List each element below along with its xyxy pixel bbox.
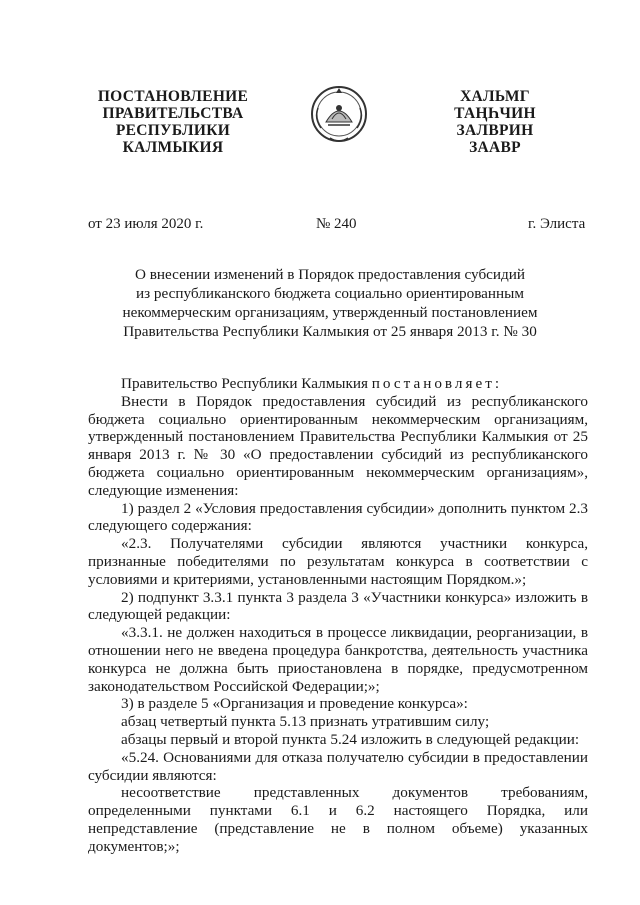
paragraph: 3) в разделе 5 «Организация и проведение конкурса»:	[121, 695, 468, 713]
intro-verb: постановляет:	[371, 375, 503, 392]
document-body	[88, 375, 588, 856]
document-subject	[110, 265, 550, 341]
intro-paragraph	[88, 375, 588, 393]
header-right-line: ЗААВР	[469, 139, 521, 156]
paragraph: Внести в Порядок предоставления субсидий из республиканского бюджета социально ориентированным некоммерческим организациям, утвержденный постановлением Правительства Республики Калмыкия от 25 января 2013 г. № 30 «О предоставлении субсидий из республиканского бюджета социально ориентированным некоммерческим организациям», следующие изменения:	[88, 392, 588, 499]
paragraph: 1) раздел 2 «Условия предоставления субсидии» дополнить пунктом 2.3 следующего содержания:	[88, 499, 588, 535]
header-right-line: ТАҢҺЧИН	[454, 105, 536, 122]
document-city: г. Элиста	[528, 216, 586, 232]
header-left-title	[78, 88, 268, 156]
document-date: от 23 июля 2020 г.	[88, 216, 204, 232]
header-left-line: КАЛМЫКИЯ	[122, 139, 224, 156]
header-left-line: ПОСТАНОВЛЕНИЕ	[97, 88, 249, 105]
header-right-line: ЗАЛВРИН	[456, 122, 534, 139]
paragraph: 2) подпункт 3.3.1 пункта 3 раздела 3 «Участники конкурса» изложить в следующей редакции:	[88, 588, 588, 624]
paragraph: «2.3. Получателями субсидии являются участники конкурса, признанные победителями по результатам конкурса в соответствии с условиями и критериями, установленными настоящим Порядком.»;	[88, 535, 588, 588]
paragraph: абзац четвертый пункта 5.13 признать утратившим силу;	[121, 713, 490, 731]
document-number: № 240	[316, 216, 357, 232]
header-right-line: ХАЛЬМГ	[460, 88, 530, 105]
header-left-line: РЕСПУБЛИКИ	[115, 122, 231, 139]
paragraph: «3.3.1. не должен находиться в процессе ликвидации, реорганизации, в отношении него не введена процедура банкротства, деятельность участника конкурса не должна быть приостановлена в порядке, предусмотренном законодательством Российской Федерации;»;	[88, 624, 588, 695]
header-right-title	[420, 88, 570, 156]
paragraph: «5.24. Основаниями для отказа получателю субсидии в предоставлении субсидии являются:	[88, 748, 588, 784]
intro-subject: Правительство Республики Калмыкия	[121, 375, 368, 392]
paragraph: абзацы первый и второй пункта 5.24 изложить в следующей редакции:	[121, 730, 580, 748]
paragraph: несоответствие представленных документов требованиям, определенными пунктами 6.1 и 6.2 настоящего Порядка, или непредставление (представление не в полном объеме) указанных документов;»;	[88, 784, 588, 855]
header-left-line: ПРАВИТЕЛЬСТВА	[102, 105, 244, 122]
subject-line: из республиканского бюджета социально ориентированным	[136, 285, 524, 302]
subject-line: некоммерческим организациям, утвержденный постановлением	[122, 304, 538, 321]
subject-line: Правительства Республики Калмыкия от 25 января 2013 г. № 30	[123, 323, 537, 340]
coat-of-arms-emblem	[308, 78, 370, 148]
subject-line: О внесении изменений в Порядок предоставления субсидий	[134, 266, 526, 283]
